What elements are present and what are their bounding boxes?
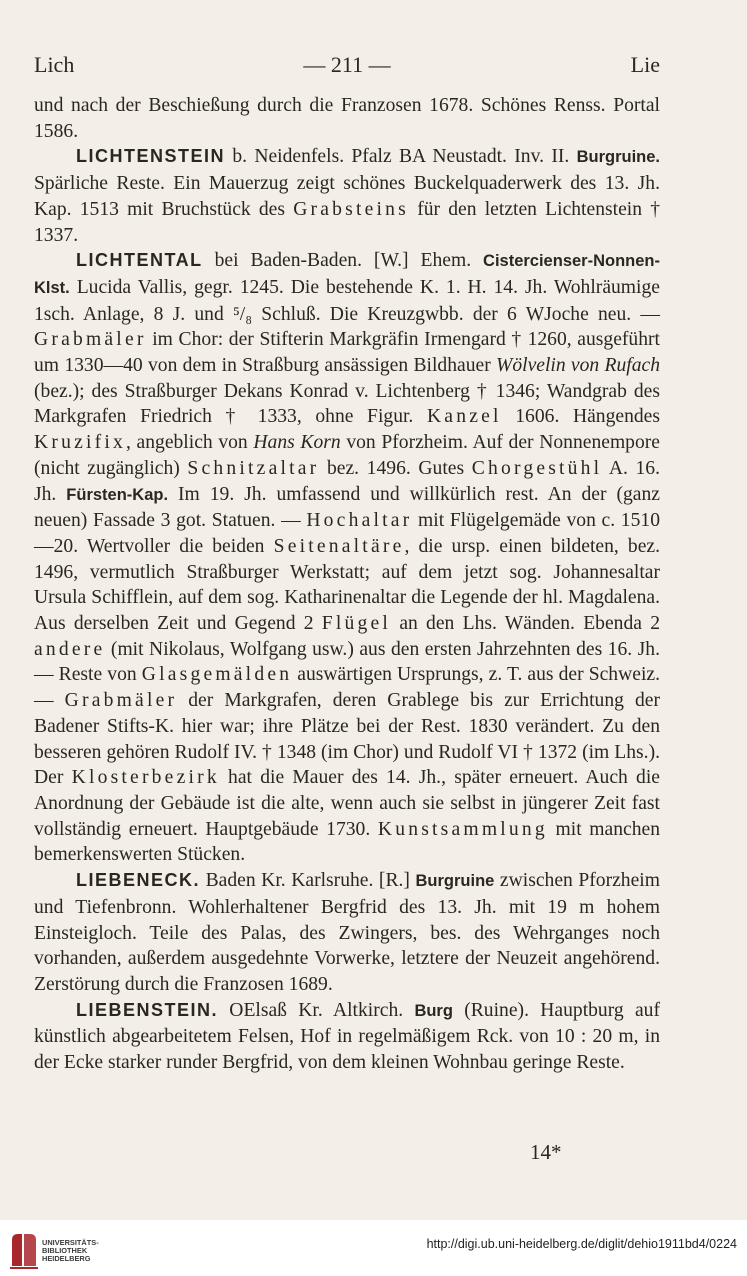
source-url-link[interactable]: http://digi.ub.uni-heidelberg.de/diglit/dehio1911bd4/0224	[426, 1237, 737, 1251]
text-run: Spärliche Reste. Ein Mauerzug zeigt schönes Buckelquaderwerk des 13. Jh. Kap. 1513 mit Bruchstück des	[34, 173, 660, 220]
section-label: Fürsten-Kap.	[66, 485, 169, 504]
university-library-logo[interactable]	[8, 1230, 118, 1270]
section-label: Burgruine	[415, 872, 495, 891]
text-run: Im 19. Jh. umfassend und willkürlich rest. An der (ganz neuen) Fassade 3 got. Statuen. —	[34, 483, 660, 532]
spaced-term: Seitenaltäre	[273, 535, 405, 557]
spaced-term: Grabsteins	[293, 198, 410, 220]
spaced-term: Hochaltar	[306, 510, 413, 532]
text-run: hat die Mauer des 14. Jh., später erneuert. Auch die Anordnung der Gebäude ist die alte, wenn auch sie selbst in jüngerer Zeit fast vollständig erneuert. Hauptgebäude 1730.	[34, 767, 660, 840]
text-run: bez. 1496. Gutes	[319, 457, 472, 479]
text-run: b. Neidenfels. Pfalz BA Neustadt. Inv. II.	[225, 146, 577, 168]
paragraph	[34, 998, 660, 1076]
text-run: und nach der Beschießung durch die Franzosen 1678. Schönes Renss. Portal 1586.	[34, 95, 660, 142]
text-run: , die ursp. einen bildeten, bez. 1496, vermutlich Straßburger Werkstatt; auf dem jetzt sog. Johannesaltar Ursula Schifflein, auf dem sog. Katharinenaltar die Legende der hl. Magdalena. Aus derselben Zeit und Gegend 2	[34, 535, 660, 635]
entry-keyword: LIEBENECK.	[76, 870, 201, 891]
text-run: (Ruine). Hauptburg auf künstlich abgearbeitetem Felsen, Hof in regelmäßigem Rck. von 10 : 20 m, in der Ecke starker runder Bergfrid, von dem kleinen Wohnbau geringe Reste.	[34, 999, 660, 1074]
library-name: UNIVERSITÄTS- BIBLIOTHEK HEIDELBERG	[42, 1238, 99, 1264]
text-run: mit Flügelgemäde von c. 1510—20. Wertvoller die beiden	[34, 510, 660, 557]
sheet-signature: 14*	[530, 1140, 562, 1164]
text-run: der Markgrafen, deren Grablege bis zur Errichtung der Badener Stifts-K. hier war; ihre Plätze bei der Rest. 1830 verändert. Zu den besseren gehören Rudolf IV. † 1348 (im Chor) und Rudolf VI † 1372 (im Lhs.). Der	[34, 690, 660, 789]
entry-keyword: LICHTENTAL	[76, 250, 203, 271]
text-run: mit manchen bemerkenswerten Stücken.	[34, 818, 660, 866]
text-run: (mit Nikolaus, Wolfgang usw.) aus den ersten Jahrzehnten des 16. Jh. — Reste von	[34, 638, 660, 686]
section-label: Cistercienser-Nonnen-Klst.	[34, 252, 660, 297]
spaced-term: Schnitzaltar	[187, 457, 320, 479]
paragraph	[34, 248, 660, 868]
spaced-term: Kruzifix	[34, 432, 126, 454]
entry-keyword: LIEBENSTEIN.	[76, 999, 219, 1020]
running-header	[34, 48, 660, 82]
artist-name: Wölvelin von Rufach	[496, 355, 661, 377]
section-label: Burgruine.	[576, 148, 660, 167]
text-run: bei Baden-Baden. [W.] Ehem.	[202, 250, 484, 272]
header-right-keyword: Lie	[630, 52, 660, 77]
spaced-term: Grabmäler	[34, 329, 147, 351]
text-run: im Chor: der Stifterin Markgräfin Irmengard † 1260, ausgeführt um 1330—40 von dem in Straßburg ansässigen Bildhauer	[34, 329, 660, 377]
paragraph	[34, 868, 660, 998]
entry-keyword: LICHTENSTEIN	[76, 146, 226, 167]
text-run: (bez.); des Straßburger Dekans Konrad v. Lichtenberg † 1346; Wandgrab des Markgrafen Friedrich † 1333, ohne Figur.	[34, 380, 660, 428]
text-run: , angeblich von	[125, 432, 254, 454]
header-left-keyword: Lich	[34, 52, 75, 77]
paragraph	[34, 93, 660, 144]
spaced-term: Flügel	[321, 613, 392, 635]
library-emblem-icon	[8, 1230, 40, 1270]
text-run: Baden Kr. Karlsruhe. [R.]	[200, 870, 416, 892]
page-number: — 211 —	[303, 52, 391, 77]
spaced-term: Kanzel	[426, 406, 502, 428]
spaced-term: Grabmäler	[64, 690, 178, 712]
body-text	[34, 93, 660, 1076]
text-run: zwischen Pforzheim und Tiefenbronn. Wohlerhaltener Bergfrid des 13. Jh. mit 19 m hohem Einsteigloch. Teile des Palas, des Zwingers, bes. des Wehrganges noch vorhanden, außerdem ausgedehnte Vorwerke, letztere der Neuzeit angehörend. Zerstörung durch die Franzosen 1689.	[34, 870, 660, 995]
text-run: für den letzten Lichtenstein † 1337.	[34, 198, 660, 246]
text-run: von Pforzheim. Auf der Nonnenempore (nicht zugänglich)	[34, 432, 660, 479]
paragraph	[34, 144, 660, 248]
text-run: 1606. Hängendes	[501, 406, 661, 428]
text-run: an den Lhs. Wänden. Ebenda 2	[391, 613, 660, 635]
spaced-term: Chorgestühl	[471, 457, 603, 479]
spaced-term: Kunstsammlung	[377, 818, 548, 840]
spaced-term: andere	[34, 638, 106, 660]
section-label: Burg	[414, 1001, 453, 1020]
artist-name: Hans Korn	[253, 432, 341, 454]
text-run: A. 16. Jh.	[34, 457, 660, 505]
text-run: Lucida Vallis, gegr. 1245. Die bestehende K. 1. H. 14. Jh. Wohlräumige 1sch. Anlage, 8 J. und ⁵/₈ Schluß. Die Kreuzgwbb. der 6 WJoche neu. —	[34, 276, 660, 325]
footer-bar	[0, 1220, 747, 1276]
text-run: OElsaß Kr. Altkirch.	[218, 999, 415, 1021]
spaced-term: Glasgemälden	[141, 664, 293, 686]
spaced-term: Klosterbezirk	[71, 767, 220, 789]
text-run: auswärtigen Ursprungs, z. T. aus der Schweiz. —	[34, 664, 660, 712]
